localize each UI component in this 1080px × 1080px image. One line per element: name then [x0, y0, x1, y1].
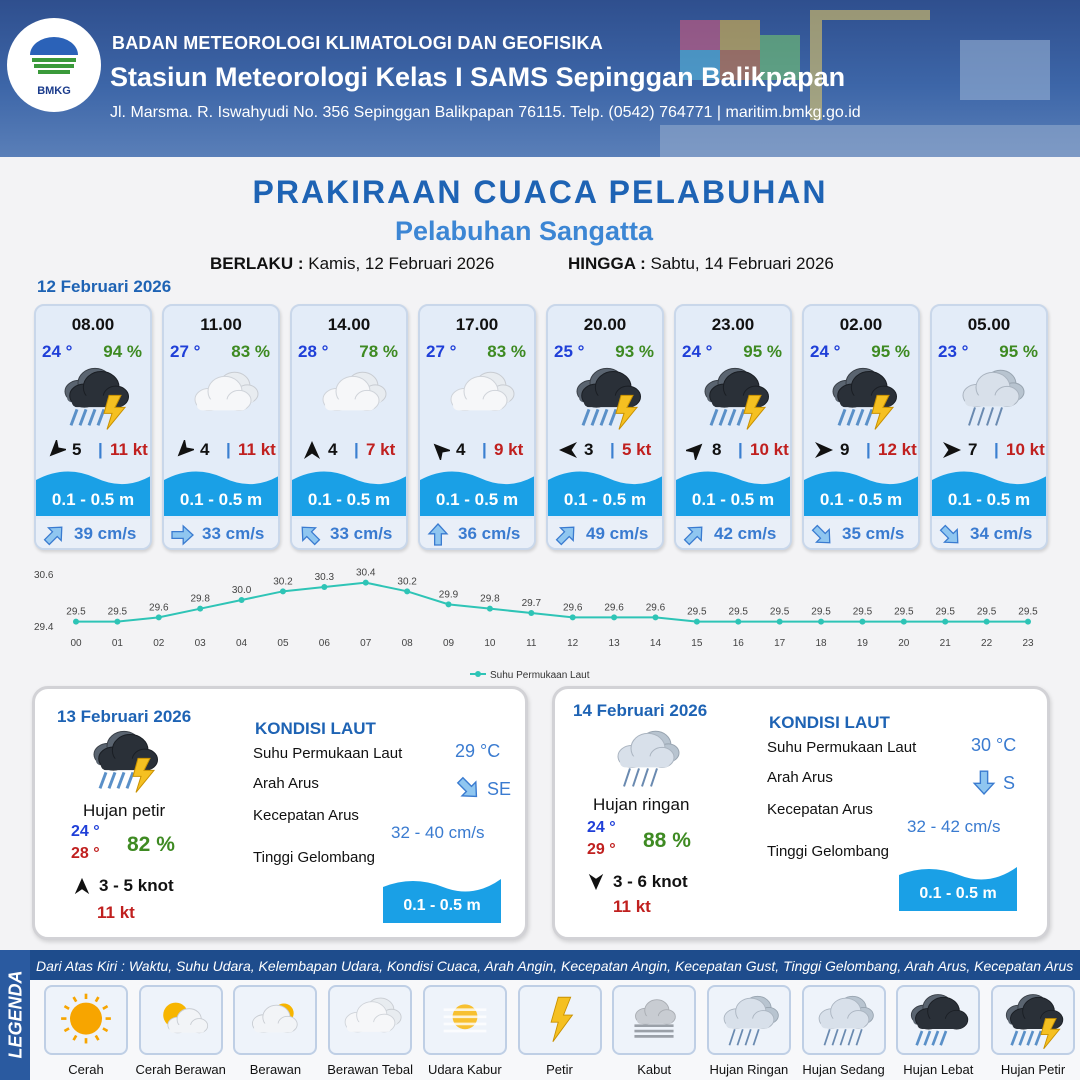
card-time: 05.00 — [967, 315, 1011, 334]
current-row — [804, 519, 918, 550]
forecast-card — [674, 304, 792, 550]
data-label: 29.6 — [604, 602, 624, 614]
wind-speed: 9 — [840, 440, 850, 459]
logo-text: BMKG — [37, 85, 71, 97]
weather-thunder-icon — [79, 725, 169, 795]
card-time: 11.00 — [200, 315, 242, 334]
current-direction-icon — [42, 523, 66, 547]
x-tick-label: 23 — [1022, 638, 1034, 649]
current-direction-icon — [170, 523, 194, 547]
day1-date: 12 Februari 2026 — [37, 277, 172, 296]
weather-thunder-icon — [690, 362, 780, 432]
data-point — [901, 619, 907, 625]
y-tick-max: 30.6 — [34, 570, 54, 581]
y-tick-min: 29.4 — [34, 622, 54, 633]
wind-direction-icon — [430, 440, 450, 460]
wave-height-value: 0.1 - 0.5 m — [919, 885, 997, 902]
gust-speed: 7 kt — [366, 440, 396, 459]
light-rain-icon — [709, 987, 789, 1053]
current-row — [548, 519, 662, 550]
legend-item-light-rain — [707, 985, 791, 1055]
legend-title: LEGENDA — [5, 970, 26, 1059]
x-tick-label: 19 — [856, 638, 868, 649]
x-tick-label: 00 — [70, 638, 82, 649]
current-speed: 33 cm/s — [202, 524, 265, 543]
panel-humidity: 82 % — [127, 833, 175, 856]
data-label: 29.5 — [1018, 606, 1038, 618]
org-name: BADAN METEOROLOGI KLIMATOLOGI DAN GEOFISIKA — [112, 33, 603, 53]
data-label: 29.6 — [149, 602, 169, 614]
data-label: 29.5 — [107, 606, 128, 618]
forecast-card — [34, 304, 152, 550]
wave-height: 0.1 - 0.5 m — [179, 490, 263, 509]
data-point — [611, 614, 617, 620]
wind-direction-icon — [302, 440, 322, 460]
forecast-card — [546, 304, 664, 550]
forecast-panel-day3 — [552, 686, 1050, 940]
x-tick-label: 20 — [898, 638, 910, 649]
wind-speed: 4 — [200, 440, 210, 459]
cloud-sun-icon — [235, 987, 315, 1053]
data-point — [487, 606, 493, 612]
data-point — [280, 588, 286, 594]
valid-until — [568, 254, 834, 274]
forecast-card — [418, 304, 536, 550]
x-tick-label: 10 — [484, 638, 496, 649]
wave-height: 0.1 - 0.5 m — [691, 490, 775, 509]
wind-direction-icon — [174, 440, 194, 460]
card-wind — [42, 440, 152, 462]
gust-speed: 9 kt — [494, 440, 524, 459]
data-point — [694, 619, 700, 625]
current-row — [932, 519, 1046, 550]
current-direction-icon — [455, 775, 481, 801]
bmkg-emblem-icon — [24, 33, 84, 83]
separator: | — [482, 440, 487, 459]
card-temperature: 24 ° — [810, 342, 841, 361]
valid-from-label: BERLAKU : — [210, 254, 304, 273]
chart-legend — [470, 670, 590, 681]
x-tick-label: 13 — [608, 638, 620, 649]
separator: | — [610, 440, 615, 459]
legend-series-name: Suhu Permukaan Laut — [490, 670, 590, 681]
current-direction-icon — [938, 523, 962, 547]
data-point — [984, 619, 990, 625]
forecast-card — [930, 304, 1048, 550]
current-direction-icon — [682, 523, 706, 547]
wind-direction-icon — [558, 440, 578, 460]
weather-thunder-icon — [818, 362, 908, 432]
wind-direction-icon — [686, 440, 706, 460]
separator: | — [354, 440, 359, 459]
x-tick-label: 01 — [111, 638, 123, 649]
current-speed-label: Kecepatan Arus — [253, 807, 359, 824]
data-label: 29.6 — [645, 602, 666, 614]
legend-label: Kabut — [637, 1062, 672, 1077]
card-wind — [554, 440, 664, 462]
wind-speed: 4 — [456, 440, 466, 459]
x-tick-label: 05 — [277, 638, 289, 649]
current-row — [420, 519, 534, 550]
current-dir-value: S — [1003, 773, 1016, 793]
legend-label: Berawan — [249, 1062, 302, 1077]
data-point — [321, 584, 327, 590]
sst-label: Suhu Permukaan Laut — [253, 745, 403, 762]
data-point — [570, 614, 576, 620]
legend-item-lightning — [518, 985, 602, 1055]
data-point — [777, 619, 783, 625]
wave-height: 0.1 - 0.5 m — [947, 490, 1031, 509]
current-direction-icon — [426, 523, 450, 547]
current-speed: 35 cm/s — [842, 524, 905, 543]
wind-speed: 5 — [72, 440, 82, 459]
wave-height-label: Tinggi Gelombang — [767, 843, 890, 860]
panel-temp-min: 24 ° — [587, 819, 616, 836]
thunder-icon — [993, 987, 1073, 1053]
forecast-card — [162, 304, 280, 550]
legend-item-fog — [612, 985, 696, 1055]
valid-from — [210, 254, 494, 274]
current-speed: 39 cm/s — [74, 524, 137, 543]
wind-speed: 3 — [584, 440, 594, 459]
legend-item-haze — [423, 985, 507, 1055]
valid-from-value: Kamis, 12 Februari 2026 — [308, 254, 495, 273]
data-label: 30.2 — [273, 576, 293, 588]
card-humidity: 95 % — [999, 342, 1038, 361]
weather-cloudy-thick-icon — [434, 362, 524, 432]
data-label: 30.2 — [397, 576, 417, 588]
wind-direction-icon — [46, 440, 66, 460]
card-humidity: 78 % — [359, 342, 398, 361]
card-wind — [170, 440, 280, 462]
card-temperature: 27 ° — [170, 342, 201, 361]
separator: | — [738, 440, 743, 459]
panel-date: 14 Februari 2026 — [573, 701, 708, 720]
data-point — [363, 580, 369, 586]
data-label: 29.7 — [521, 598, 542, 609]
sst-value: 30 °C — [971, 735, 1017, 755]
separator: | — [226, 440, 231, 459]
data-point — [404, 588, 410, 594]
weather-thunder-icon — [562, 362, 652, 432]
x-tick-label: 22 — [981, 638, 993, 649]
x-tick-label: 12 — [567, 638, 579, 649]
data-point — [818, 619, 824, 625]
x-tick-label: 08 — [401, 638, 413, 649]
legend-label: Berawan Tebal — [327, 1062, 413, 1077]
heavy-rain-icon — [898, 987, 978, 1053]
separator: | — [98, 440, 103, 459]
valid-until-value: Sabtu, 14 Februari 2026 — [650, 254, 834, 273]
data-label: 30.3 — [314, 572, 335, 583]
wind-direction-icon — [73, 877, 91, 895]
panel-wind-speed: 3 - 5 knot — [99, 876, 174, 895]
forecast-panel-day2 — [32, 686, 528, 940]
current-direction-icon — [298, 523, 322, 547]
lightning-icon — [520, 987, 600, 1053]
legend-label: Hujan Petir — [1000, 1062, 1066, 1077]
current-speed: 34 cm/s — [970, 524, 1033, 543]
card-temperature: 24 ° — [682, 342, 713, 361]
weather-thunder-icon — [50, 362, 140, 432]
data-label: 29.5 — [935, 606, 955, 618]
panel-temp-min: 24 ° — [71, 823, 100, 840]
legend-label: Petir — [546, 1062, 573, 1077]
panel-gust: 11 kt — [97, 903, 135, 922]
panel-wind-speed: 3 - 6 knot — [613, 872, 688, 891]
panel-temp-max: 29 ° — [587, 841, 616, 858]
x-tick-label: 21 — [939, 638, 951, 649]
sea-condition-title: KONDISI LAUT — [769, 713, 890, 732]
gust-speed: 10 kt — [1006, 440, 1045, 459]
current-speed-label: Kecepatan Arus — [767, 801, 873, 818]
current-speed-value: 32 - 40 cm/s — [391, 823, 485, 842]
x-tick-label: 03 — [194, 638, 206, 649]
x-tick-label: 17 — [774, 638, 786, 649]
wave-height: 0.1 - 0.5 m — [563, 490, 647, 509]
cloudy-thick-icon — [330, 987, 410, 1053]
current-row — [292, 519, 406, 550]
wave-height: 0.1 - 0.5 m — [435, 490, 519, 509]
gust-speed: 12 kt — [878, 440, 917, 459]
gust-speed: 11 kt — [110, 440, 148, 459]
data-point — [156, 614, 162, 620]
x-tick-label: 06 — [318, 638, 330, 649]
card-wind — [810, 440, 920, 462]
legend-label: Hujan Sedang — [802, 1062, 885, 1077]
sun-icon — [46, 987, 126, 1053]
forecast-card — [802, 304, 920, 550]
card-temperature: 25 ° — [554, 342, 585, 361]
fog-icon — [614, 987, 694, 1053]
gust-speed: 10 kt — [750, 440, 789, 459]
sea-condition-title: KONDISI LAUT — [255, 719, 376, 738]
card-temperature: 23 ° — [938, 342, 969, 361]
card-humidity: 95 % — [871, 342, 910, 361]
x-tick-label: 14 — [649, 638, 662, 649]
card-time: 08.00 — [71, 315, 115, 334]
current-direction-icon — [554, 523, 578, 547]
card-wind — [298, 440, 408, 462]
panel-gust: 11 kt — [613, 897, 651, 916]
panel-condition: Hujan petir — [83, 801, 166, 820]
wind-direction-icon — [587, 873, 605, 891]
gust-speed: 5 kt — [622, 440, 652, 459]
wave-height: 0.1 - 0.5 m — [819, 490, 903, 509]
current-direction-icon — [971, 769, 997, 795]
data-point — [197, 606, 203, 612]
wind-direction-icon — [814, 440, 834, 460]
forecast-card — [290, 304, 408, 550]
current-row — [36, 519, 150, 550]
data-label: 29.5 — [66, 606, 86, 618]
data-point — [239, 597, 245, 603]
current-dir-value: SE — [487, 779, 512, 799]
card-humidity: 93 % — [615, 342, 654, 361]
data-label: 29.5 — [852, 606, 873, 618]
card-time: 20.00 — [583, 315, 627, 334]
current-row — [164, 519, 278, 550]
wave-height: 0.1 - 0.5 m — [307, 490, 391, 509]
legend-item-thunder — [991, 985, 1075, 1055]
series-line — [76, 583, 1028, 622]
x-tick-label: 07 — [360, 638, 372, 649]
data-point — [735, 619, 741, 625]
data-point — [73, 619, 79, 625]
data-point — [114, 619, 120, 625]
legend-item-moderate-rain — [802, 985, 886, 1055]
sst-value: 29 °C — [455, 741, 501, 761]
valid-until-label: HINGGA : — [568, 254, 646, 273]
port-name: Pelabuhan Sangatta — [394, 216, 654, 246]
current-speed: 49 cm/s — [586, 524, 649, 543]
card-time: 02.00 — [839, 315, 883, 334]
current-speed-value: 32 - 42 cm/s — [907, 817, 1001, 836]
data-point — [942, 619, 948, 625]
data-point — [528, 610, 534, 616]
wind-speed: 7 — [968, 440, 978, 459]
bmkg-logo — [7, 18, 101, 112]
page-title: PRAKIRAAN CUACA PELABUHAN — [252, 174, 828, 210]
data-label: 30.4 — [356, 567, 376, 579]
legend-item-sun — [44, 985, 128, 1055]
card-humidity: 83 % — [487, 342, 526, 361]
gust-speed: 11 kt — [238, 440, 276, 459]
wave-height-label: Tinggi Gelombang — [253, 849, 376, 866]
data-label: 29.5 — [894, 606, 914, 618]
legend-item-cloudy-thick — [328, 985, 412, 1055]
data-point — [1025, 619, 1031, 625]
panel-date: 13 Februari 2026 — [57, 707, 192, 726]
card-time: 17.00 — [455, 315, 499, 334]
weather-light-rain-icon — [601, 723, 691, 793]
card-temperature: 24 ° — [42, 342, 73, 361]
panel-condition: Hujan ringan — [593, 795, 690, 814]
weather-cloudy-thick-icon — [306, 362, 396, 432]
data-label: 29.5 — [811, 606, 831, 618]
data-point — [652, 614, 658, 620]
haze-icon — [425, 987, 505, 1053]
card-time: 23.00 — [711, 315, 755, 334]
card-time: 14.00 — [327, 315, 371, 334]
x-tick-label: 02 — [153, 638, 165, 649]
data-point — [446, 601, 452, 607]
card-wind — [938, 440, 1048, 462]
x-tick-label: 18 — [815, 638, 827, 649]
legend-label: Udara Kabur — [427, 1062, 502, 1077]
x-tick-label: 04 — [236, 638, 248, 649]
data-label: 30.0 — [231, 585, 252, 596]
data-label: 29.5 — [687, 606, 707, 618]
panel-humidity: 88 % — [643, 829, 691, 852]
x-tick-label: 09 — [442, 638, 455, 649]
station-address: Jl. Marsma. R. Iswahyudi No. 356 Sepinggan Balikpapan 76115. Telp. (0542) 764771 | maritim.bmkg.go.id — [110, 104, 861, 121]
sea-temp-chart — [30, 562, 1050, 690]
wind-speed: 4 — [328, 440, 338, 459]
separator: | — [994, 440, 999, 459]
legend-label: Cerah Berawan — [135, 1062, 226, 1077]
x-tick-label: 11 — [526, 638, 537, 649]
data-label: 29.8 — [190, 593, 210, 605]
card-temperature: 28 ° — [298, 342, 329, 361]
data-label: 29.5 — [728, 606, 748, 618]
x-tick-label: 15 — [691, 638, 703, 649]
card-humidity: 94 % — [103, 342, 142, 361]
current-row — [676, 519, 790, 550]
legend-side-label — [0, 950, 30, 1080]
current-speed: 33 cm/s — [330, 524, 393, 543]
card-wind — [682, 440, 792, 462]
data-label: 29.5 — [976, 606, 997, 618]
wave-height: 0.1 - 0.5 m — [51, 490, 135, 509]
data-label: 29.6 — [562, 602, 583, 614]
current-dir-label: Arah Arus — [767, 769, 833, 786]
card-humidity: 95 % — [743, 342, 782, 361]
data-label: 29.9 — [438, 589, 459, 601]
legend-item-sun-cloud — [139, 985, 223, 1055]
moderate-rain-icon — [804, 987, 884, 1053]
station-name: Stasiun Meteorologi Kelas I SAMS Sepinggan Balikpapan — [110, 62, 846, 92]
separator: | — [866, 440, 871, 459]
current-dir-label: Arah Arus — [253, 775, 319, 792]
sst-label: Suhu Permukaan Laut — [767, 739, 917, 756]
x-tick-label: 16 — [732, 638, 744, 649]
current-speed: 36 cm/s — [458, 524, 521, 543]
legend-label: Hujan Lebat — [903, 1062, 974, 1077]
wind-direction-icon — [942, 440, 962, 460]
legend-label: Hujan Ringan — [709, 1062, 789, 1077]
wind-speed: 8 — [712, 440, 722, 459]
legend-label: Cerah — [68, 1062, 104, 1077]
header-banner — [0, 0, 1080, 157]
weather-light-rain-icon — [946, 362, 1036, 432]
card-wind — [426, 440, 536, 462]
current-speed: 42 cm/s — [714, 524, 777, 543]
legend-description: Dari Atas Kiri : Waktu, Suhu Udara, Kelembapan Udara, Kondisi Cuaca, Arah Angin, Kecepatan Angin, Kecepatan Gust, Tinggi Gelombang, Arah Arus, Kecepatan Arus — [36, 958, 1074, 974]
card-temperature: 27 ° — [426, 342, 457, 361]
card-humidity: 83 % — [231, 342, 270, 361]
data-label: 29.8 — [480, 593, 500, 605]
legend-item-heavy-rain — [896, 985, 980, 1055]
data-label: 29.5 — [769, 606, 790, 618]
data-point — [859, 619, 865, 625]
sun-cloud-icon — [141, 987, 221, 1053]
panel-temp-max: 28 ° — [71, 845, 100, 862]
weather-cloudy-thick-icon — [178, 362, 268, 432]
current-direction-icon — [810, 523, 834, 547]
wave-height-value: 0.1 - 0.5 m — [403, 897, 481, 914]
legend-item-cloud-sun — [233, 985, 317, 1055]
